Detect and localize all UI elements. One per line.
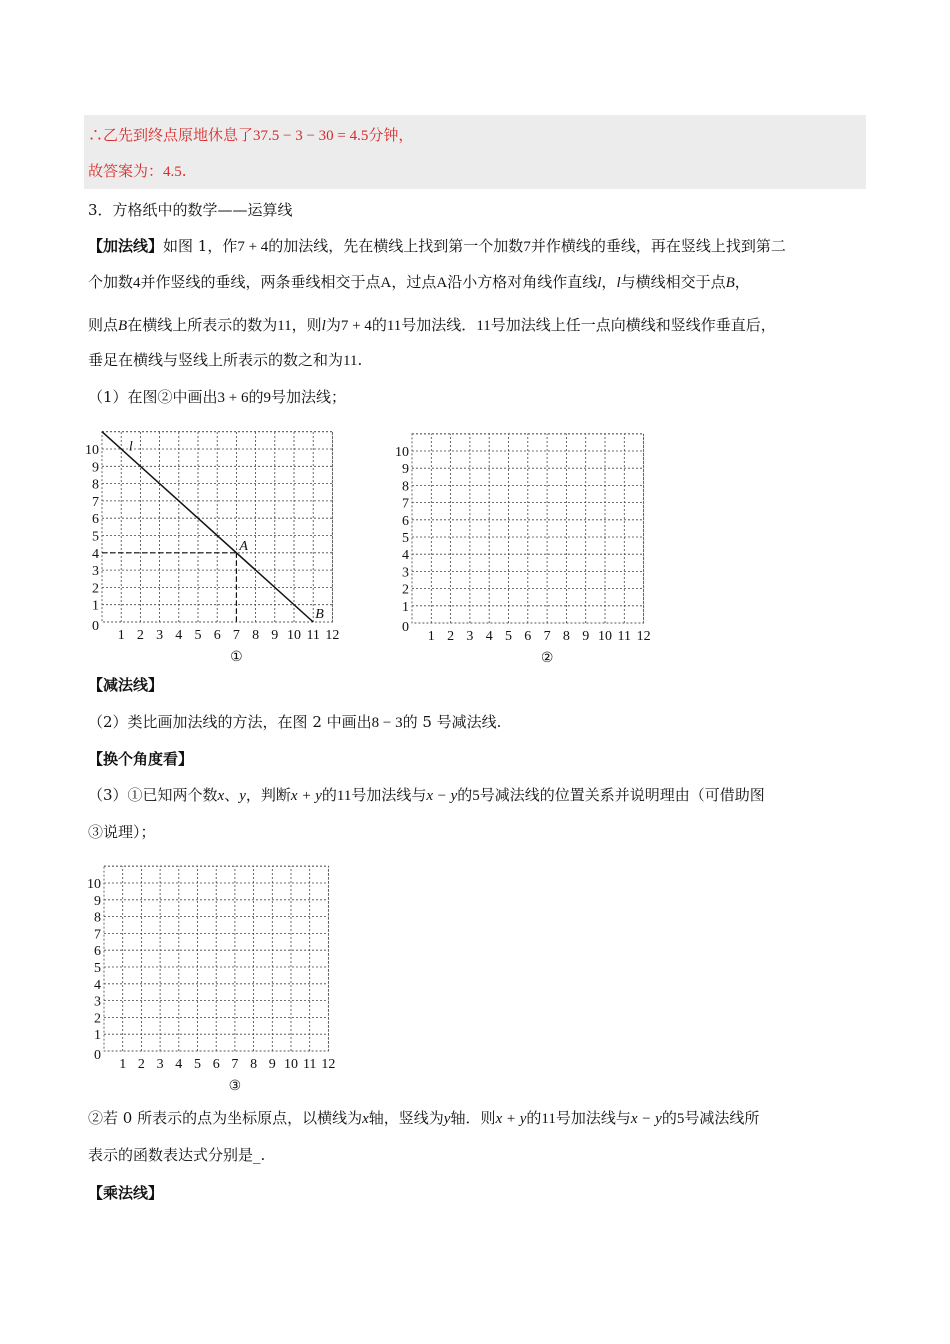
question-2: （2）类比画加法线的方法，在图 2 中画出8 − 3的 5 号减法线. bbox=[88, 713, 502, 731]
label-A: A bbox=[239, 538, 248, 554]
label-l: l bbox=[128, 439, 133, 455]
paragraph-line-3: 则点B在横线上所表示的数为11，则l为7 + 4的11号加法线．11号加法线上任一点向横线和竖线作垂直后， bbox=[88, 316, 776, 334]
x-tick-label: 11 bbox=[617, 629, 632, 644]
y-tick-label: 1 bbox=[94, 1028, 101, 1044]
paragraph-line-1: 【加法线】如图 1，作7 + 4的加法线，先在横线上找到第一个加数7并作横线的垂线，再在竖线上找到第二 bbox=[88, 237, 786, 255]
question-3-line-1: （3）①已知两个数x、y，判断x + y的11号加法线与x − y的5号减法线的位置关系并说明理由（可借助图 bbox=[88, 786, 765, 804]
paragraph-line-4: 垂足在横线与竖线上所表示的数之和为11. bbox=[88, 351, 363, 369]
y-tick-label: 8 bbox=[94, 910, 101, 926]
origin-label: 0 bbox=[92, 619, 99, 634]
y-tick-label: 4 bbox=[402, 548, 409, 564]
x-tick-label: 6 bbox=[213, 628, 221, 643]
x-tick-label: 8 bbox=[252, 628, 260, 643]
y-tick-label: 8 bbox=[402, 479, 409, 495]
y-tick-label: 7 bbox=[92, 494, 99, 510]
x-tick-label: 3 bbox=[156, 1057, 164, 1072]
x-tick-label: 9 bbox=[268, 1057, 276, 1072]
x-tick-label: 11 bbox=[306, 628, 320, 643]
x-tick-label: 12 bbox=[321, 1057, 336, 1072]
x-tick-label: 3 bbox=[466, 629, 474, 644]
x-tick-label: 5 bbox=[505, 629, 512, 644]
question-1: （1）在图②中画出3 + 6的9号加法线； bbox=[88, 388, 347, 406]
answer-line-1: ∴乙先到终点原地休息了37.5 − 3 − 30 = 4.5分钟， bbox=[88, 126, 414, 144]
figure-2 bbox=[388, 423, 668, 666]
x-tick-label: 2 bbox=[447, 629, 455, 644]
figure-3 bbox=[80, 858, 340, 1098]
y-tick-label: 9 bbox=[402, 462, 409, 478]
x-tick-label: 4 bbox=[175, 628, 183, 643]
y-tick-label: 6 bbox=[92, 512, 99, 528]
x-tick-label: 1 bbox=[427, 629, 435, 644]
x-tick-label: 5 bbox=[194, 628, 202, 643]
figure-caption: ① bbox=[230, 650, 243, 665]
y-tick-label: 5 bbox=[92, 529, 99, 545]
paragraph-line-2: 个加数4并作竖线的垂线，两条垂线相交于点A，过点A沿小方格对角线作直线l，l与横线相交于点B， bbox=[88, 273, 750, 291]
question-3-line-2: ③说理）； bbox=[88, 823, 156, 841]
subtraction-header: 【减法线】 bbox=[88, 676, 164, 694]
figure-1 bbox=[80, 420, 340, 665]
multiplication-header: 【乘法线】 bbox=[88, 1184, 164, 1202]
origin-label: 0 bbox=[402, 620, 409, 635]
y-tick-label: 2 bbox=[402, 582, 409, 598]
grid-lines bbox=[104, 866, 328, 1051]
addition-line-l bbox=[102, 432, 313, 622]
y-tick-label: 2 bbox=[94, 1011, 101, 1027]
x-tick-label: 1 bbox=[117, 628, 125, 643]
label-B: B bbox=[315, 607, 324, 622]
y-tick-label: 5 bbox=[94, 961, 101, 976]
y-tick-label: 4 bbox=[92, 546, 99, 562]
grid-lines bbox=[102, 432, 332, 622]
y-tick-label: 3 bbox=[402, 565, 409, 581]
x-tick-label: 1 bbox=[119, 1057, 127, 1072]
x-tick-label: 6 bbox=[212, 1057, 220, 1072]
y-tick-label: 5 bbox=[402, 531, 409, 546]
x-tick-label: 10 bbox=[598, 629, 612, 644]
x-tick-label: 3 bbox=[156, 628, 164, 643]
x-tick-label: 10 bbox=[287, 628, 301, 643]
y-tick-label: 10 bbox=[395, 445, 409, 460]
x-tick-label: 8 bbox=[562, 629, 570, 644]
y-tick-label: 2 bbox=[92, 581, 99, 597]
x-tick-label: 9 bbox=[582, 629, 590, 644]
x-tick-label: 6 bbox=[524, 629, 532, 644]
y-tick-label: 10 bbox=[85, 443, 99, 458]
x-tick-label: 7 bbox=[232, 628, 240, 643]
figure-caption: ③ bbox=[228, 1079, 242, 1094]
angle-header: 【换个角度看】 bbox=[88, 750, 194, 768]
y-tick-label: 3 bbox=[92, 564, 99, 580]
question-3-2-line-1: ②若 0 所表示的点为坐标原点，以横线为x轴，竖线为y轴．则x + y的11号加法线与x − y的5号减法线所 bbox=[88, 1109, 760, 1127]
figure-caption: ② bbox=[540, 651, 554, 666]
y-tick-label: 9 bbox=[94, 893, 101, 909]
x-tick-label: 9 bbox=[271, 628, 279, 643]
x-tick-label: 7 bbox=[231, 1057, 239, 1072]
origin-label: 0 bbox=[94, 1048, 101, 1063]
y-tick-label: 6 bbox=[402, 513, 409, 529]
x-tick-label: 4 bbox=[485, 629, 493, 644]
answer-line-2: 故答案为：4.5. bbox=[88, 162, 187, 180]
y-tick-label: 10 bbox=[87, 877, 101, 892]
y-tick-label: 1 bbox=[92, 598, 99, 614]
y-tick-label: 7 bbox=[402, 496, 409, 512]
x-tick-label: 11 bbox=[302, 1057, 317, 1072]
grid-lines bbox=[412, 434, 644, 623]
x-tick-label: 2 bbox=[137, 1057, 145, 1072]
x-tick-label: 12 bbox=[636, 629, 651, 644]
x-tick-label: 7 bbox=[543, 629, 551, 644]
y-tick-label: 4 bbox=[94, 977, 101, 993]
problem-title: 3．方格纸中的数学——运算线 bbox=[88, 201, 293, 219]
y-tick-label: 1 bbox=[402, 599, 409, 615]
x-tick-label: 10 bbox=[284, 1057, 298, 1072]
y-tick-label: 6 bbox=[94, 944, 101, 960]
x-tick-label: 2 bbox=[136, 628, 144, 643]
y-tick-label: 8 bbox=[92, 477, 99, 493]
y-tick-label: 9 bbox=[92, 460, 99, 476]
y-tick-label: 7 bbox=[94, 927, 101, 943]
x-tick-label: 12 bbox=[325, 628, 340, 643]
y-tick-label: 3 bbox=[94, 994, 101, 1010]
x-tick-label: 4 bbox=[175, 1057, 183, 1072]
question-3-2-line-2: 表示的函数表达式分别是_. bbox=[88, 1146, 266, 1164]
x-tick-label: 5 bbox=[194, 1057, 201, 1072]
x-tick-label: 8 bbox=[250, 1057, 258, 1072]
